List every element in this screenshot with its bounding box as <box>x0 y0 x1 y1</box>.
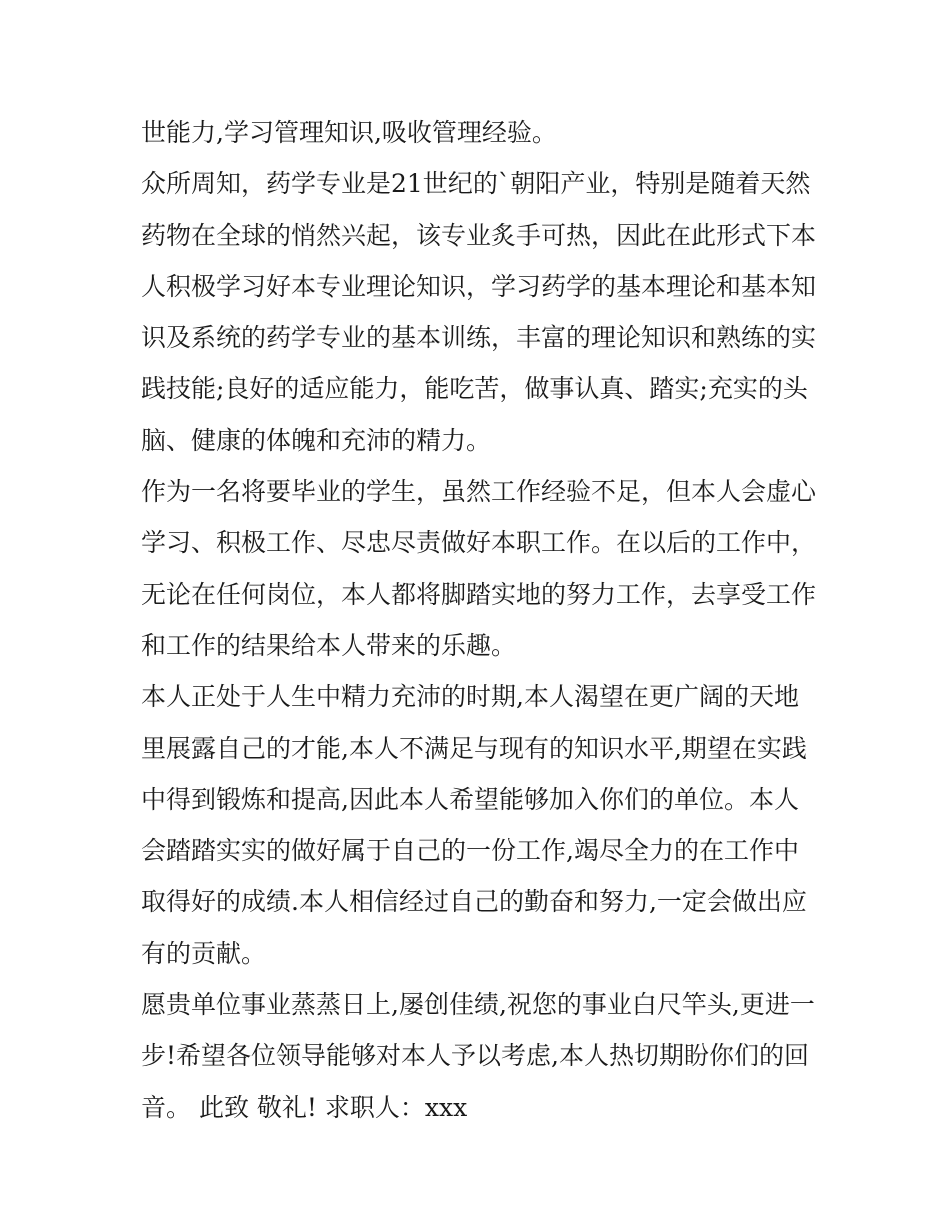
text-line: 步!希望各位领导能够对本人予以考虑,本人热切期盼你们的回 <box>141 1041 809 1071</box>
text-line: 会踏踏实实的做好属于自己的一份工作,竭尽全力的在工作中 <box>141 836 799 866</box>
text-line: 无论在任何岗位，本人都将脚踏实地的努力工作，去享受工作 <box>141 579 817 609</box>
text-line: 和工作的结果给本人带来的乐趣。 <box>141 630 517 660</box>
text-line: 脑、健康的体魄和充沛的精力。 <box>141 425 492 455</box>
text-line: 众所周知，药学专业是21世纪的`朝阳产业，特别是随着天然 <box>141 169 811 199</box>
paragraph-closing <box>141 979 813 1133</box>
text-line: 药物在全球的悄然兴起，该专业炙手可热，因此在此形式下本 <box>141 220 817 250</box>
text-line: 人积极学习好本专业理论知识，学习药学的基本理论和基本知 <box>141 271 817 301</box>
text-line: 有的贡献。 <box>141 938 267 968</box>
text-line: 取得好的成绩.本人相信经过自己的勤奋和努力,一定会做出应 <box>141 887 807 917</box>
text-line: 本人正处于人生中精力充沛的时期,本人渴望在更广阔的天地 <box>141 682 799 712</box>
text-line: 学习、积极工作、尽忠尽责做好本职工作。在以后的工作中， <box>141 528 817 558</box>
text-line: 愿贵单位事业蒸蒸日上,屡创佳绩,祝您的事业白尺竿头,更进一 <box>141 990 815 1020</box>
paragraph-career-aspiration <box>141 671 813 979</box>
text-line: 音。 此致 敬礼! 求职人：xxx <box>141 1092 468 1122</box>
text-line: 作为一名将要毕业的学生，虽然工作经验不足，但本人会虚心 <box>141 477 817 507</box>
text-line: 识及系统的药学专业的基本训练，丰富的理论知识和熟练的实 <box>141 323 817 353</box>
paragraph-intro-tail <box>141 107 813 158</box>
text-line: 世能力,学习管理知识,吸收管理经验。 <box>141 118 557 147</box>
paragraph-graduate-attitude <box>141 466 817 671</box>
text-line: 中得到锻炼和提高,因此本人希望能够加入你们的单位。本人 <box>141 784 799 814</box>
document-body <box>141 107 817 1133</box>
text-line: 践技能;良好的适应能力，能吃苦，做事认真、踏实;充实的头 <box>141 374 808 404</box>
paragraph-pharmacy-major <box>141 158 817 466</box>
text-line: 里展露自己的才能,本人不满足与现有的知识水平,期望在实践 <box>141 733 807 763</box>
